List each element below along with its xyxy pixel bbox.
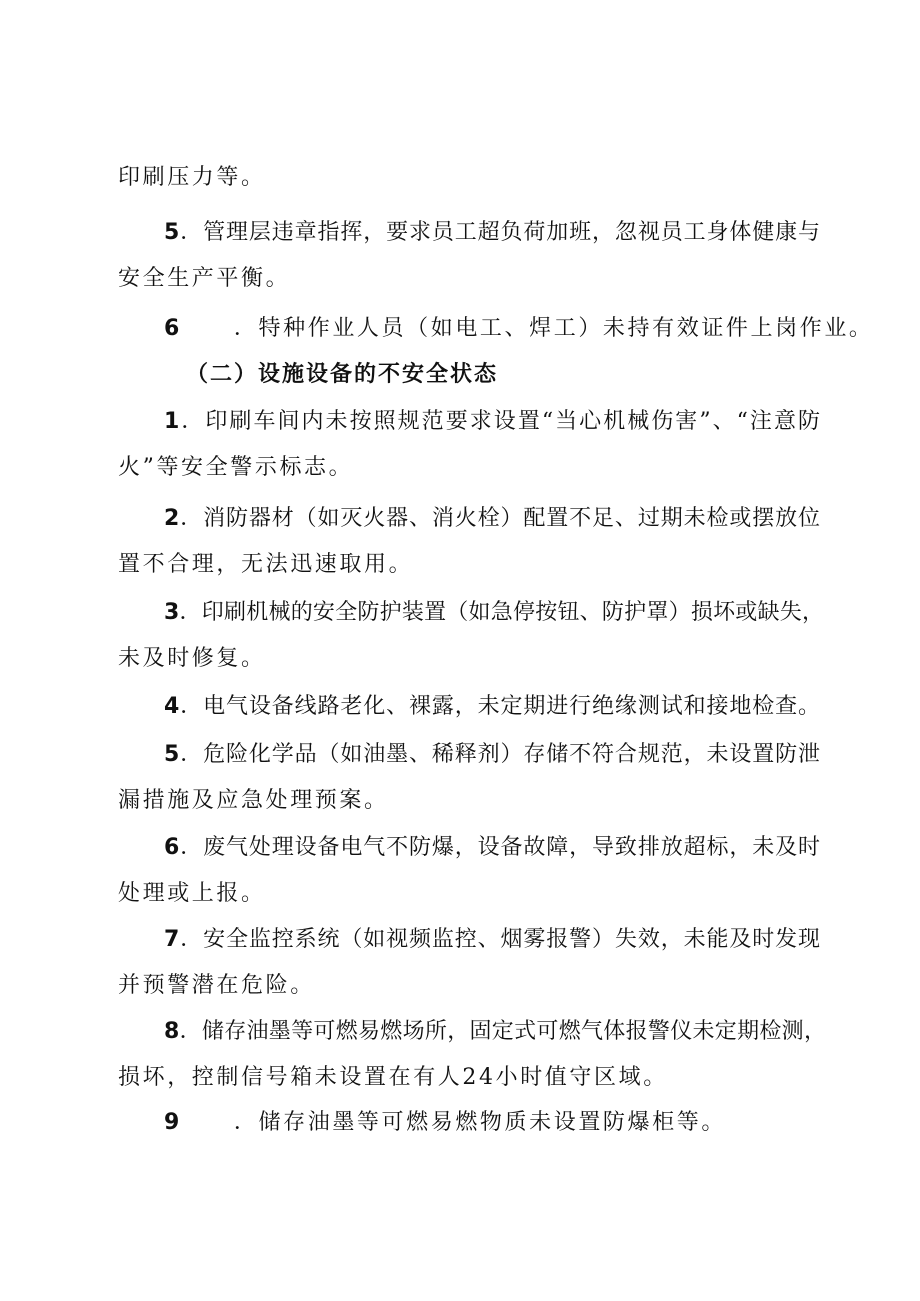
list-item-2-line-2 — [118, 550, 820, 580]
list-item-7-line-2 — [118, 971, 820, 1001]
line-text: 置不合理，无法迅速取用。 — [118, 552, 414, 577]
heading-text: （二）设施设备的不安全状态 — [186, 361, 499, 387]
list-item-2-line-1 — [164, 504, 820, 534]
line-text: ．安全监控系统（如视频监控、烟雾报警）失效，未能及时发现 — [179, 927, 820, 952]
line-text: 未及时修复。 — [118, 646, 266, 671]
list-item-9 — [164, 1108, 820, 1138]
line-text: 处理或上报。 — [118, 881, 266, 906]
line-text: 并预警潜在危险。 — [118, 973, 315, 998]
list-item-6b-line-2 — [118, 879, 820, 909]
list-item-6b-line-1 — [164, 833, 820, 863]
list-item-3-line-2 — [118, 644, 820, 674]
line-text: ．储存油墨等可燃易燃场所，固定式可燃气体报警仪未定期检测， — [179, 1019, 826, 1044]
item-number: 7 — [164, 927, 180, 952]
list-item-8-line-2 — [118, 1063, 820, 1093]
list-item-5-line-1 — [164, 218, 820, 248]
item-number: 5 — [164, 220, 180, 245]
list-item-1-line-1 — [164, 407, 820, 437]
item-number: 5 — [164, 742, 180, 767]
list-item-7-line-1 — [164, 925, 820, 955]
line-text: ．电气设备线路老化、裸露，未定期进行绝缘测试和接地检查。 — [179, 694, 820, 719]
list-item-1-line-2 — [118, 453, 820, 483]
list-item-5b-line-2 — [118, 786, 820, 816]
line-text: ．储存油墨等可燃易燃物质未设置防爆柜等。 — [233, 1110, 726, 1135]
item-number: 8 — [164, 1019, 180, 1044]
list-item-5-line-2 — [118, 264, 820, 294]
line-text: ．特种作业人员（如电工、焊工）未持有效证件上岗作业。 — [233, 316, 874, 341]
item-number: 9 — [164, 1110, 182, 1135]
item-number: 3 — [164, 600, 180, 625]
line-text: 印刷压力等。 — [118, 165, 266, 190]
line-text: 损坏，控制信号箱未设置在有人24小时值守区域。 — [118, 1065, 668, 1090]
list-item-8-line-1 — [164, 1017, 826, 1047]
item-number: 1 — [164, 409, 180, 434]
line-text: ．消防器材（如灭火器、消火栓）配置不足、过期未检或摆放位 — [179, 506, 820, 531]
item-number: 6 — [164, 316, 182, 341]
line-text: 火”等安全警示标志。 — [118, 455, 354, 480]
line-text: ．印刷车间内未按照规范要求设置“当心机械伤害”、“注意防 — [179, 409, 820, 434]
line-text: ．管理层违章指挥，要求员工超负荷加班，忽视员工身体健康与 — [179, 220, 820, 245]
line-text: ．废气处理设备电气不防爆，设备故障，导致排放超标，未及时 — [179, 835, 820, 860]
section-heading — [186, 359, 786, 389]
item-number: 4 — [164, 694, 180, 719]
list-item-3-line-1 — [164, 598, 824, 628]
item-number: 6 — [164, 835, 180, 860]
paragraph-line — [118, 163, 820, 193]
line-text: ．危险化学品（如油墨、稀释剂）存储不符合规范，未设置防泄 — [179, 742, 820, 767]
list-item-4 — [164, 692, 820, 722]
list-item-5b-line-1 — [164, 740, 820, 770]
line-text: 漏措施及应急处理预案。 — [118, 788, 389, 813]
line-text: 安全生产平衡。 — [118, 266, 291, 291]
list-item-6 — [164, 314, 874, 344]
line-text: ．印刷机械的安全防护装置（如急停按钮、防护罩）损坏或缺失， — [179, 600, 824, 625]
item-number: 2 — [164, 506, 180, 531]
